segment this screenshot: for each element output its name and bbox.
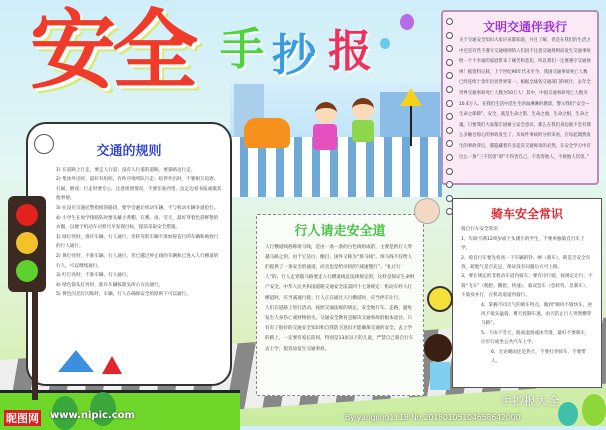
tree-icon <box>558 402 578 426</box>
notebook-rings <box>446 18 454 222</box>
cycling-item: 1、年龄不满12周岁或个头矮小的学生，不要单独骑自行车上学。 <box>461 236 585 252</box>
house-roof-icon <box>58 350 94 372</box>
traffic-light-icon <box>8 196 46 292</box>
rule-item: 2) 集体外出时，最好有组织、有秩序地列队行走；结伴外出时，不要相互追逐、打闹、嬉戏；行走时要专心，注意周围情况，不要东张西望、边走边看书报或做其他事情。 <box>56 177 222 202</box>
rule-item: 1) 绿灯亮时，准许车辆、行人通行，但转弯的车辆不准妨碍直行的车辆和被放行的行人通行。 <box>56 234 219 250</box>
girl-cartoon-dress <box>430 362 450 390</box>
civil-traffic-panel <box>441 10 599 185</box>
watermark-id: By:yangjing1118 No.20180105104658642000 <box>345 413 521 422</box>
civil-traffic-title: 文明交通伴我行 <box>482 20 567 34</box>
cycling-item: 4、掌握不同天气的骑车特点，做到“顺风不骑快车，逆风不低头猛骑，雾天控制车速，雨天防止行人突然横穿马路”。 <box>481 302 592 327</box>
pedestrian-title: 行人请走安全道 <box>294 224 386 239</box>
pedestrian-panel <box>256 214 424 396</box>
watermark-logo: 昵图网 <box>6 412 39 425</box>
pedestrian-crossing-sign-icon <box>400 88 422 106</box>
cycling-item: 2、骑自行车要先检查一下车辆的铃、闸（刹车）、锁是否安全有效，轮胎气是否充足，保证没有问题后方可上路。 <box>461 255 591 271</box>
tree-icon <box>582 394 606 426</box>
rule-item: 2) 黄灯亮时，不准车辆、行人通行，但已越过停止线的车辆和已进入人行横道的行人，可以继续通行。 <box>56 253 219 269</box>
traffic-light-pole <box>32 290 38 400</box>
traffic-rules-panel <box>26 122 232 386</box>
cycling-item: 3、要在规定的非机动车道内骑车；要有序行驶，按规定让行，不骑“飞车”（脱把、撒把、快速），骑双急车（急转弯、急刹车），不骑身并行，在机动道道内骑行。 <box>461 274 593 299</box>
rule-item: 5) 黄色闪光灯闪烁时，车辆、行人在确保安全的原则下可以通行。 <box>56 292 191 298</box>
cycling-item: 骑自行车安全常识： <box>461 227 503 233</box>
girl-figure <box>315 102 337 124</box>
watermark-url: www.nipic.com <box>50 410 135 421</box>
cycling-panel <box>452 198 602 388</box>
title-main: 安全 <box>30 1 194 101</box>
traffic-rules-title: 交通的规则 <box>96 144 162 159</box>
balloon-icon <box>400 14 414 30</box>
car-icon <box>244 118 290 148</box>
balloon-icon <box>427 286 453 312</box>
rule-item: 4) 绿色箭头灯亮时，准许车辆按箭头所示方向通行。 <box>56 282 164 288</box>
title-char-2: 抄 <box>272 30 316 81</box>
title-char-1: 手 <box>220 24 264 75</box>
rule-item: 3) 在没有交通民警指挥的路段，要学会避让机动车辆，不与机动车辆争道抢行。 <box>56 205 219 211</box>
pedestrian-paragraph: 人行横道线俗称斑马线，是由一条一条的白色线组成的，主要是供行人穿越马路之用。由于它洁白、醒目，国外又称为“斑马线”。斑马线不仅给人们提供了一条安全的通道，而且也是给司机的“减速慢行”、“礼让行人”的。行人走穿越马路要走人行横道线是法律规定的，这样是保证生命财产安全。中华人民共和国道路交通安全法第四十七条规定：机动车经人行横道时，应当减速行驶；行人正在通过人行横道时，应当停车让行。 <box>265 244 415 301</box>
pedestrian-paragraph: 人们在道路上进行活动，按照交通法规的规定，安全地行车、走路，避免发生人身伤亡或财物损失。交通安全教育是解决交通事故的根本途径。只有有了很好的交通安全知识和自我防卫意识才能确保交通的安全。去上学的路上，一定要有家长陪同，特别是13岁以下的儿童，严禁自己骑自行车去上学，很容易发生交通事故。 <box>265 305 414 352</box>
boy-figure <box>352 98 374 120</box>
watermark-brand: 手抄报大全 <box>500 394 561 408</box>
rule-item: 4) 小学生在放学排路队时要头戴小黄帽，在雾、雨、雪天，最好穿着色彩鲜艳的衣服，以便于机动车司机尽早发现目标，提前采取安全措施。 <box>56 215 219 231</box>
crosswalk-scene <box>230 82 442 197</box>
cookie-decoration <box>414 198 440 224</box>
sun-face-icon <box>34 134 54 154</box>
cycling-item: 5、下雨下雪天，路面湿滑或冰雪滑，最好不要骑车，应步行或坐公共汽车上学。 <box>481 330 590 346</box>
title-char-3: 报 <box>328 26 372 77</box>
cycling-title: 骑车安全常识 <box>490 207 563 221</box>
civil-traffic-text: 关于交通安全知识大家应该都知道，并且了解，但是在我们的生活之中还是有些不遵守交通规则的人们因不注意交通规则而发生交通事故给一个个幸福的家庭带来了痛苦和悲伤，所以我们一定要遵守交通规则！据资料记载，上个世纪90年代末至今，我国交通事故死亡人数已经连续十余年位居世界第一。根据全球各交通部门的统计，去年全世界交通事故死亡人数为50万人！其中，中国交通事故死亡人数为10.4万人。在我们生活中活生生的血淋淋的教训，警示我们“安全—生命之保障”，安全，就是生命之影，生命之曲，生命之根，生命之魂。只要我们大家都牢固树立安全意识，那么在我们身边就不会有那么多触目惊心的事故发生了。从每件事故的分析来看，在每起偶然发生的事故背后，都隐藏着许多违反交通规章的必然。在安全学习中有这么一条“三不伤害”即“不伤害自己，不伤害他人，不被他人伤害。” <box>459 38 591 160</box>
rule-item: 1) 在道路上行走，要走人行道；没有人行道的道路，要靠路边行走。 <box>56 167 196 173</box>
house-roof-icon <box>102 356 122 374</box>
balloon-icon <box>380 38 390 49</box>
cycling-item: 6、无论晴雨还是热天，不要打伞骑车，不要带人。 <box>491 349 586 365</box>
rule-item: 3) 红灯亮时，不准车辆、行人通行。 <box>56 273 132 279</box>
girl-cartoon <box>424 334 452 362</box>
